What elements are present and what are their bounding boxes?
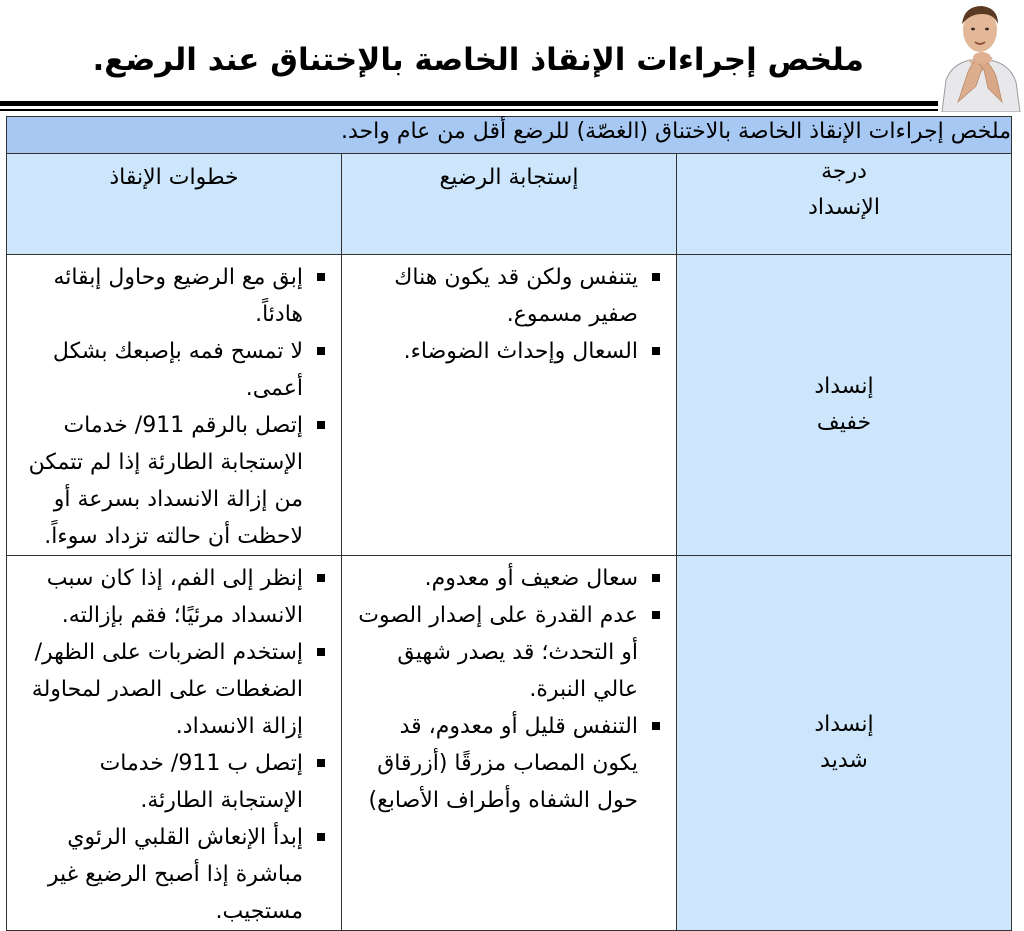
header-response: إستجابة الرضيع [342, 154, 677, 255]
list-item: التنفس قليل أو معدوم، قد يكون المصاب مزرقًا (أزرقاق حول الشفاه وأطراف الأصابع) [350, 708, 664, 819]
table-row [7, 556, 1012, 931]
list-item: إستخدم الضربات على الظهر/ الضغطات على الصدر لمحاولة إزالة الانسداد. [15, 634, 329, 745]
header-degree-line1: درجة [821, 159, 867, 184]
degree-severe-line1: إنسداد [814, 712, 874, 737]
degree-mild-line1: إنسداد [814, 374, 874, 399]
title-divider-thin [0, 109, 950, 111]
list-item: إنظر إلى الفم، إذا كان سبب الانسداد مرئيًا؛ فقم بإزالته. [15, 560, 329, 634]
table-caption: ملخص إجراءات الإنقاذ الخاصة بالاختناق (الغصّة) للرضع أقل من عام واحد. [7, 117, 1012, 154]
list-item: لا تمسح فمه بإصبعك بشكل أعمى. [15, 333, 329, 407]
list-item: عدم القدرة على إصدار الصوت أو التحدث؛ قد يصدر شهيق عالي النبرة. [350, 597, 664, 708]
rescue-summary-table [6, 116, 1012, 931]
list-item: سعال ضعيف أو معدوم. [350, 560, 664, 597]
list-item: إتصل بالرقم 911/ خدمات الإستجابة الطارئة إذا لم تتمكن من إزالة الانسداد بسرعة أو لاحظت أن حالته تزداد سوءاً. [15, 407, 329, 555]
degree-severe [677, 556, 1012, 931]
list-item: السعال وإحداث الضوضاء. [350, 333, 664, 370]
slide-title: ملخص إجراءات الإنقاذ الخاصة بالإختناق عند الرضع. [92, 42, 864, 78]
list-item: إبق مع الرضيع وحاول إبقائه هادئاً. [15, 259, 329, 333]
title-divider [0, 101, 950, 106]
response-mild [342, 255, 677, 556]
steps-severe [7, 556, 342, 931]
list-item: إتصل ب 911/ خدمات الإستجابة الطارئة. [15, 745, 329, 819]
table-row [7, 255, 1012, 556]
degree-severe-line2: شديد [820, 748, 868, 773]
steps-mild [7, 255, 342, 556]
list-item: إبدأ الإنعاش القلبي الرئوي مباشرة إذا أصبح الرضيع غير مستجيب. [15, 819, 329, 930]
list-item: يتنفس ولكن قد يكون هناك صفير مسموع. [350, 259, 664, 333]
table-caption-row [7, 117, 1012, 154]
header-steps: خطوات الإنقاذ [7, 154, 342, 255]
response-severe [342, 556, 677, 931]
degree-mild [677, 255, 1012, 556]
person-choking-icon [938, 2, 1022, 112]
header-degree [677, 154, 1012, 255]
header-degree-line2: الإنسداد [808, 195, 880, 220]
table-header-row [7, 154, 1012, 255]
degree-mild-line2: خفيف [816, 410, 872, 435]
